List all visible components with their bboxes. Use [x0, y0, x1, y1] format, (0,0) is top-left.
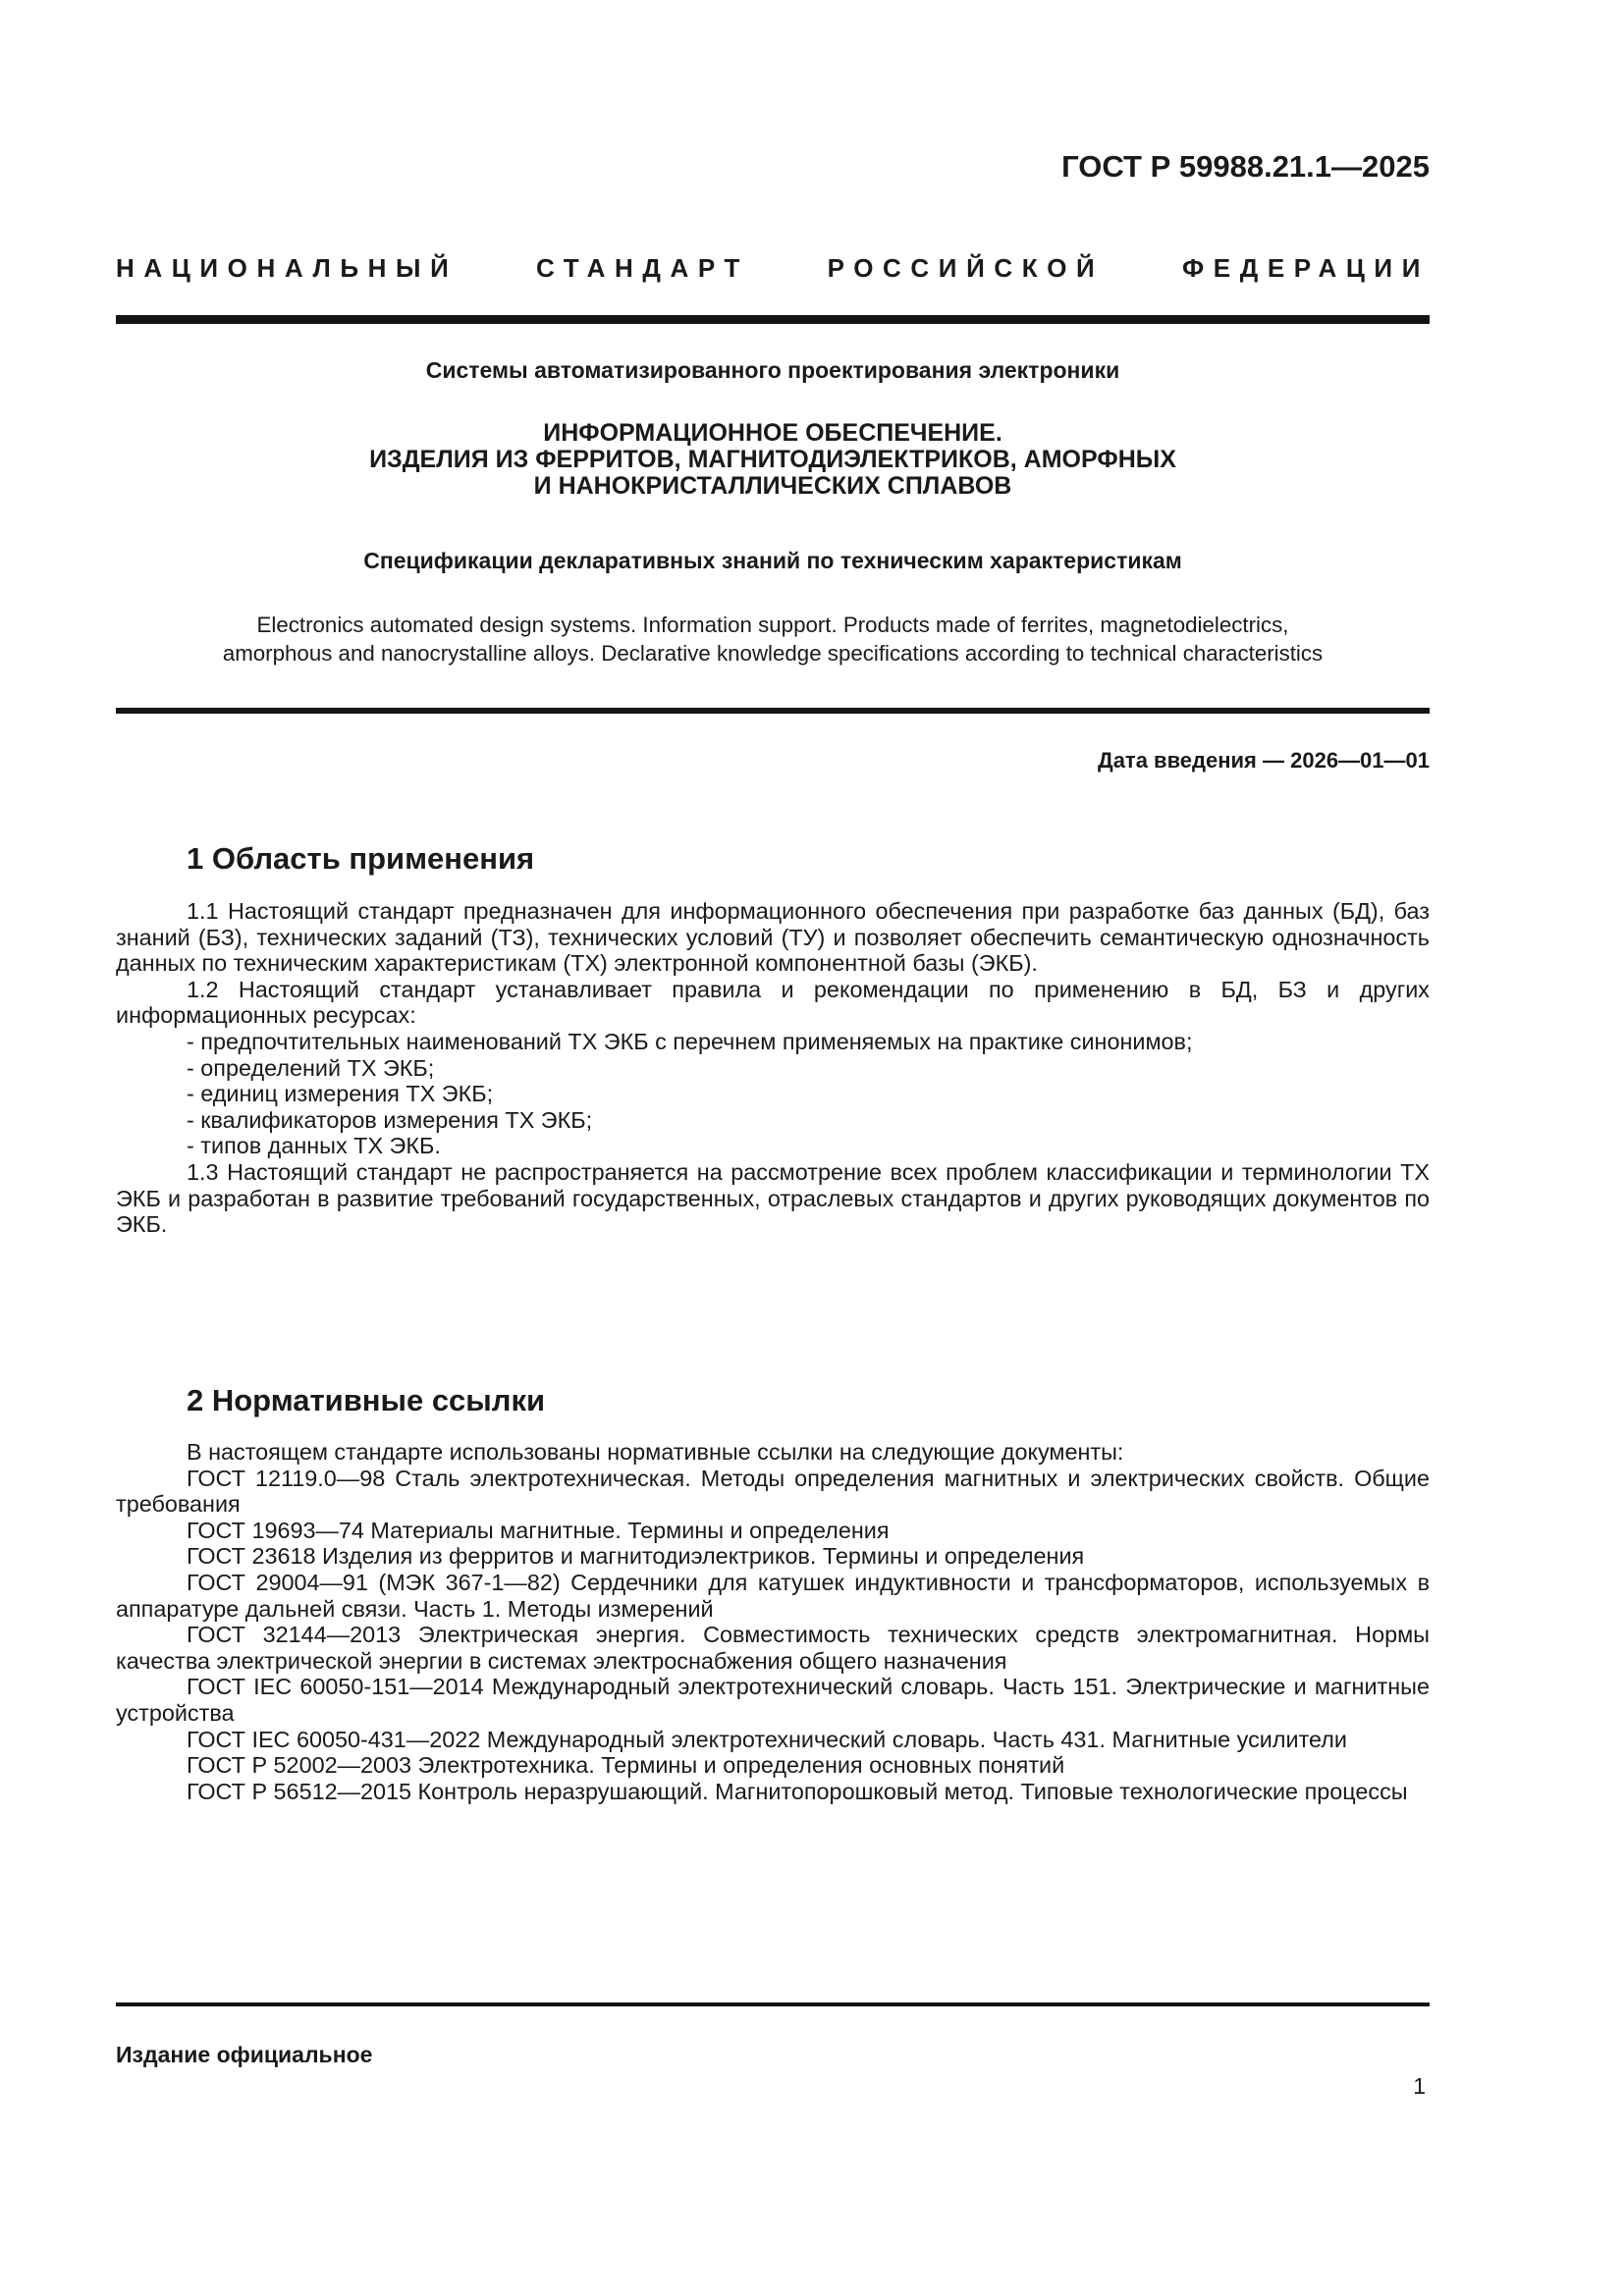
list-item: - предпочтительных наименований ТХ ЭКБ с перечнем применяемых на практике синонимов;: [187, 1028, 1193, 1054]
paragraph-1-2: 1.2 Настоящий стандарт устанавливает правила и рекомендации по применению в БД, БЗ и других информационных ресурсах:: [116, 976, 1430, 1029]
official-edition-label: Издание официальное: [116, 2042, 373, 2067]
english-title-line: Electronics automated design systems. Information support. Products made of ferrites, magnetodielectrics,: [256, 613, 1289, 637]
list-item: - квалификаторов измерения ТХ ЭКБ;: [187, 1106, 593, 1133]
introduction-date: Дата введения — 2026—01—01: [1098, 748, 1430, 773]
reference-item: ГОСТ 12119.0—98 Сталь электротехническая. Методы определения магнитных и электрических свойств. Общие требования: [116, 1465, 1430, 1518]
title-rule: [116, 708, 1430, 714]
reference-item: ГОСТ 23618 Изделия из ферритов и магнитодиэлектриков. Термины и определения: [187, 1543, 1085, 1570]
title-line: ИНФОРМАЦИОННОЕ ОБЕСПЕЧЕНИЕ.: [543, 419, 1002, 447]
section-scope-body: [116, 898, 1430, 1238]
page-number: 1: [1413, 2073, 1426, 2099]
english-title-line: amorphous and nanocrystalline alloys. Declarative knowledge specifications according to technical characteristics: [222, 641, 1324, 666]
reference-item: ГОСТ Р 52002—2003 Электротехника. Термины и определения основных понятий: [187, 1752, 1065, 1779]
section-heading-normative-references: 2 Нормативные ссылки: [187, 1383, 546, 1417]
section-heading-scope: 1 Область применения: [187, 841, 535, 876]
reference-item: ГОСТ Р 56512—2015 Контроль неразрушающий. Магнитопорошковый метод. Типовые технологические процессы: [187, 1778, 1408, 1804]
title-line: И НАНОКРИСТАЛЛИЧЕСКИХ СПЛАВОВ: [533, 472, 1012, 500]
reference-item: ГОСТ 32144—2013 Электрическая энергия. Совместимость технических средств электромагнитная. Нормы качества электрической энергии в системах электроснабжения общего назначения: [116, 1622, 1430, 1674]
paragraph-1-3: 1.3 Настоящий стандарт не распространяется на рассмотрение всех проблем классификации и терминологии ТХ ЭКБ и разработан в развитие требований государственных, отраслевых стандартов и других руководящих документов по ЭКБ.: [116, 1158, 1430, 1238]
reference-item: ГОСТ IEC 60050-151—2014 Международный электротехнический словарь. Часть 151. Электрические и магнитные устройства: [116, 1674, 1430, 1726]
list-item: - определений ТХ ЭКБ;: [187, 1054, 435, 1081]
national-standard-banner: НАЦИОНАЛЬНЫЙ СТАНДАРТ РОССИЙСКОЙ ФЕДЕРАЦИИ: [116, 253, 1430, 283]
reference-item: ГОСТ 29004—91 (МЭК 367-1—82) Сердечники для катушек индуктивности и трансформаторов, используемых в аппаратуре дальней связи. Часть 1. Методы измерений: [116, 1569, 1430, 1622]
section-references-body: [116, 1439, 1430, 1804]
document-code: ГОСТ Р 59988.21.1—2025: [1061, 149, 1430, 184]
list-item: - единиц измерения ТХ ЭКБ;: [187, 1081, 494, 1107]
list-item: - типов данных ТХ ЭКБ.: [187, 1133, 441, 1159]
references-intro: В настоящем стандарте использованы нормативные ссылки на следующие документы:: [187, 1439, 1124, 1465]
standard-subtitle: Спецификации декларативных знаний по техническим характеристикам: [363, 548, 1182, 573]
reference-item: ГОСТ IEC 60050-431—2022 Международный электротехнический словарь. Часть 431. Магнитные усилители: [187, 1726, 1347, 1752]
paragraph-1-1: 1.1 Настоящий стандарт предназначен для информационного обеспечения при разработке баз данных (БД), баз знаний (БЗ), технических заданий (ТЗ), технических условий (ТУ) и позволяет обеспечить семантическую однозначность данных по техническим характеристикам (ТХ) электронной компонентной базы (ЭКБ).: [116, 898, 1430, 977]
english-title: [116, 611, 1430, 667]
reference-item: ГОСТ 19693—74 Материалы магнитные. Термины и определения: [187, 1517, 890, 1543]
standard-title: [116, 420, 1430, 500]
footer-rule: [116, 2002, 1430, 2006]
top-rule: [116, 315, 1430, 324]
standard-series: Системы автоматизированного проектирования электроники: [425, 357, 1120, 383]
title-line: ИЗДЕЛИЯ ИЗ ФЕРРИТОВ, МАГНИТОДИЭЛЕКТРИКОВ, АМОРФНЫХ: [369, 446, 1176, 473]
